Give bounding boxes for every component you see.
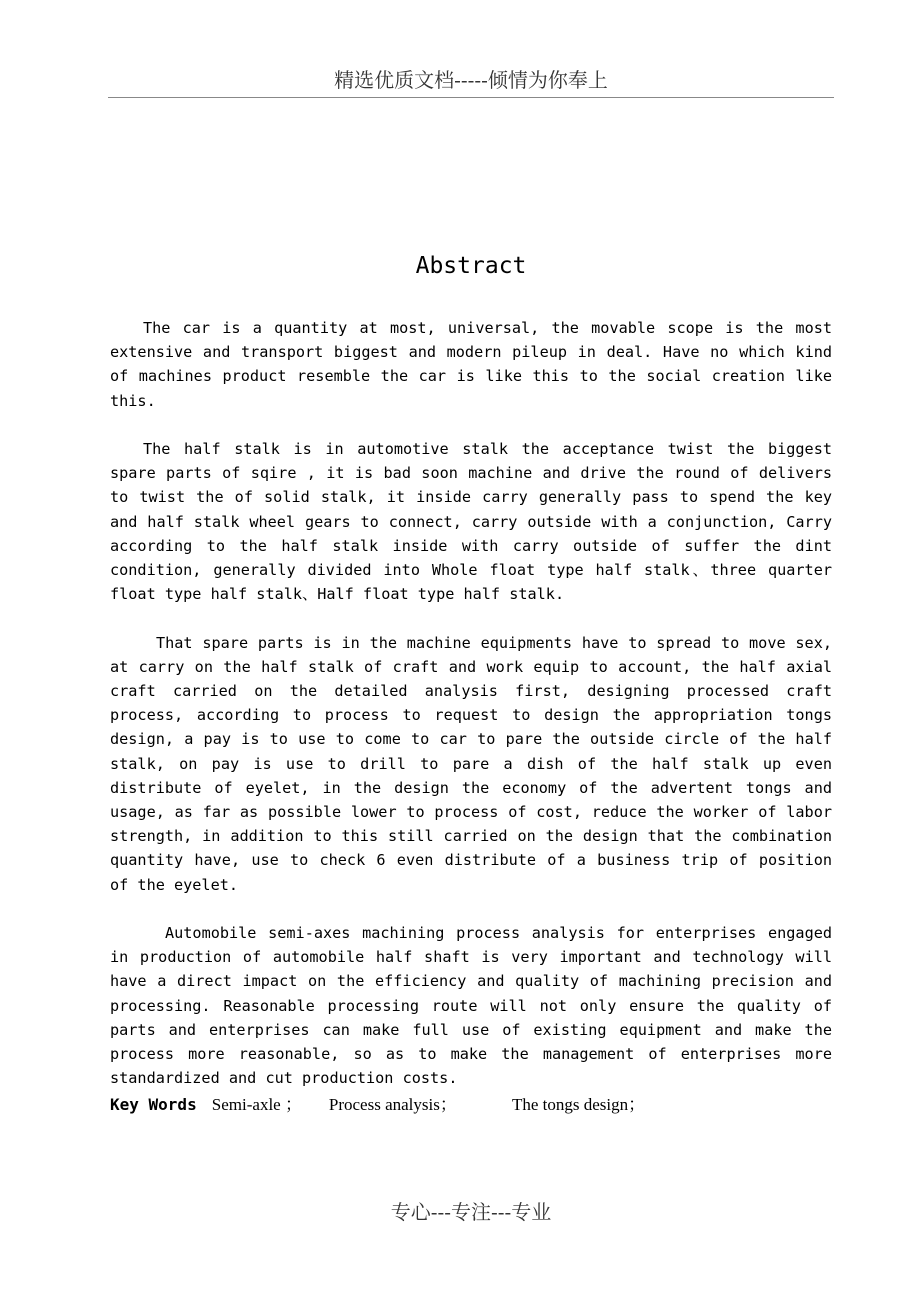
keyword-item: The tongs design；	[511, 1095, 646, 1114]
abstract-paragraph-2: The half stalk is in automotive stalk the acceptance twist the biggest spare parts of sqire , it is bad soon machine and drive the round of delivers to twist the of solid stalk, it inside carry generally pass to spend the key and half stalk wheel gears to connect, carry outside with a conjunction, Carry according to the half stalk inside with carry outside of suffer the dint condition, generally divided into Whole float type half stalk、three quarter float type half stalk、Half float type half stalk.	[110, 440, 832, 604]
keyword-item: Semi-axle ；	[211, 1095, 302, 1114]
abstract-paragraph-4: Automobile semi-axes machining process analysis for enterprises engaged in production of automobile half shaft is very important and technology will have a direct impact on the efficiency and quality of machining precision and processing. Reasonable processing route will not only ensure the quality of parts and enterprises can make full use of existing equipment and make the process more reasonable, so as to make the management of enterprises more standardized and cut production costs.	[110, 924, 832, 1088]
header-divider	[108, 97, 834, 98]
abstract-paragraph-3: That spare parts is in the machine equipments have to spread to move sex, at carry on the half stalk of craft and work equip to account, the half axial craft carried on the detailed analysis first, designing processed craft process, according to process to request to design the appropriation tongs design, a pay is to use to come to car to pare the outside circle of the half stalk, on pay is use to drill to pare a dish of the half stalk up even distribute of eyelet, in the design the economy of the advertent tongs and usage, as far as possible lower to process of cost, reduce the worker of labor strength, in addition to this still carried on the design that the combination quantity have, use to check 6 even distribute of a business trip of position of the eyelet.	[110, 633, 832, 894]
abstract-body	[110, 316, 832, 1115]
keywords-line	[110, 1090, 832, 1115]
page-header: 精选优质文档-----倾情为你奉上	[334, 68, 608, 92]
page-footer: 专心---专注---专业	[390, 1200, 552, 1224]
keywords-label: Key Words	[110, 1095, 197, 1114]
abstract-title: Abstract	[415, 253, 527, 279]
keyword-item: Process analysis；	[328, 1095, 457, 1114]
abstract-paragraph-1: The car is a quantity at most, universal, the movable scope is the most extensive and transport biggest and modern pileup in deal. Have no which kind of machines product resemble the car is like this to the social creation like this.	[110, 319, 832, 410]
